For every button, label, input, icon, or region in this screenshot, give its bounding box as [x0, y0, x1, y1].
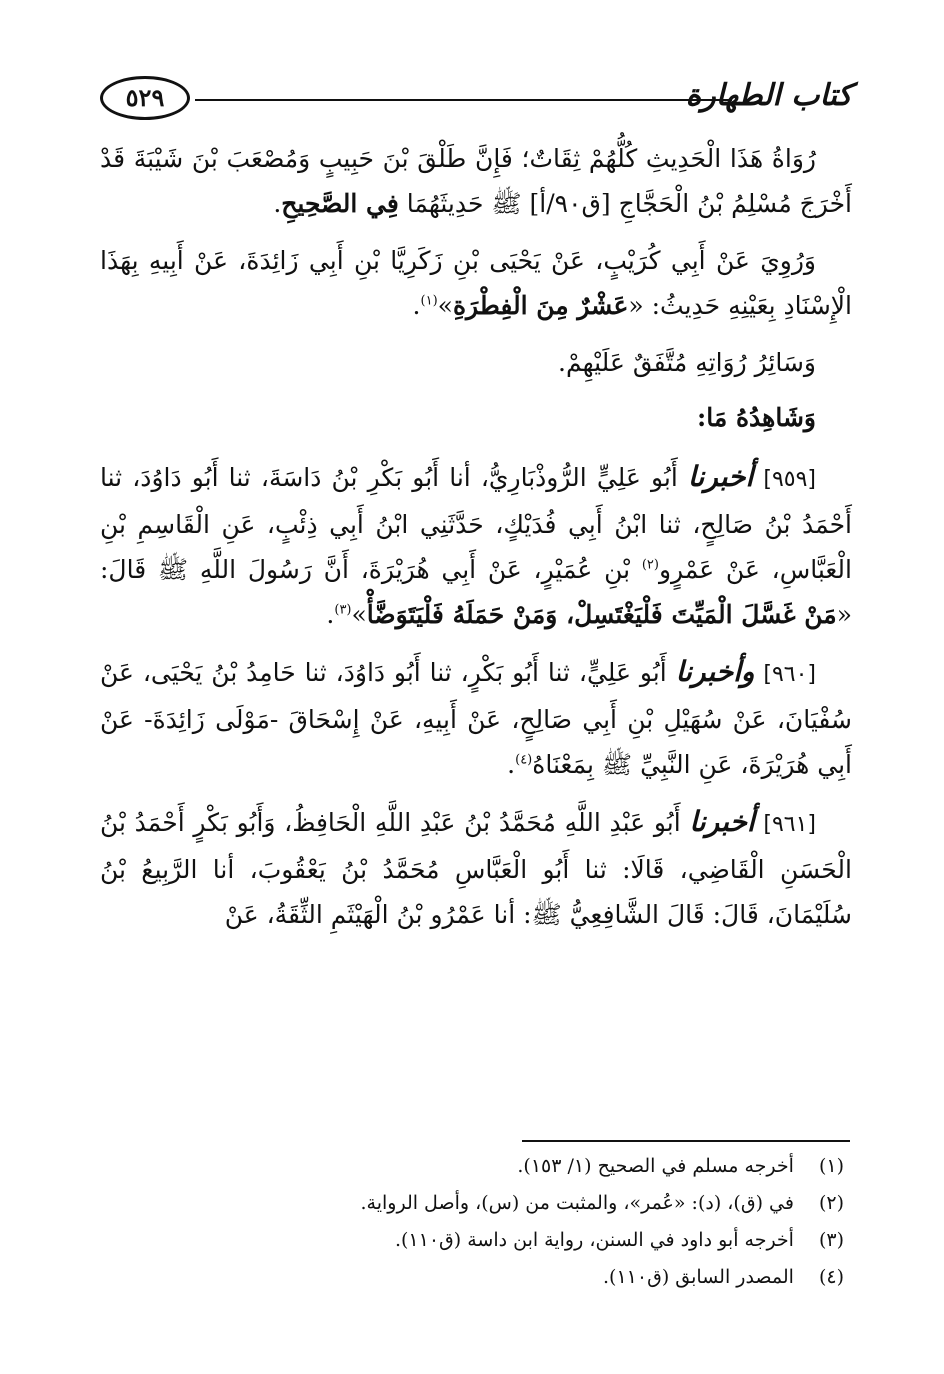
- footnote: [100, 1185, 852, 1222]
- header-rule: [195, 99, 732, 101]
- footnote-mark: (٢): [818, 1192, 844, 1214]
- text-run: .: [326, 600, 335, 629]
- footnote-ref[interactable]: (١): [420, 293, 438, 309]
- footnote: [100, 1148, 852, 1185]
- footnote: [100, 1222, 852, 1259]
- footnote-ref[interactable]: (٢): [641, 557, 659, 573]
- akhbarana-keyword: وأخبرنا: [675, 655, 755, 688]
- text-run: أَبُو عَلِيٍّ، ثنا أَبُو بَكْرٍ، ثنا أَبُو دَاوُدَ، ثنا حَامِدُ بْنُ يَحْيَى، عَنْ سُفْيَانَ، عَنْ سُهَيْلِ بْنِ أَبِي صَالِحٍ، عَنْ أَبِيهِ، عَنْ إِسْحَاقَ -مَوْلَى زَائِدَةَ- عَنْ أَبِي هُرَيْرَةَ، عَنِ النَّبِيِّ ﷺ بِمَعْنَاهُ: [100, 658, 852, 779]
- hadith-text: مَنْ غَسَّلَ الْمَيِّتَ فَلْيَغْتَسِلْ، وَمَنْ حَمَلَهُ فَلْيَتَوَضَّأْ: [366, 600, 837, 629]
- text-run: وَرُوِيَ عَنْ أَبِي كُرَيْبٍ، عَنْ يَحْيَى بْنِ زَكَرِيَّا بْنِ أَبِي زَائِدَةَ، عَنْ أَبِيهِ بِهَذَا الْإِسْنَادِ بِعَيْنِهِ حَدِيثُ: «: [100, 246, 852, 320]
- footnote-separator: [522, 1140, 850, 1142]
- footnote-mark: (٤): [818, 1266, 844, 1288]
- hadith-number: [٩٥٩]: [763, 467, 816, 492]
- hadith-961: [100, 799, 852, 937]
- section-heading: وَشَاهِدُهُ مَا:: [697, 403, 816, 432]
- text-run: أَبُو عَبْدِ اللَّهِ مُحَمَّدُ بْنُ عَبْدِ اللَّهِ الْحَافِظُ، وَأَبُو بَكْرٍ أَحْمَدُ بْنُ الْحَسَنِ الْقَاضِي، قَالَا: ثنا أَبُو الْعَبَّاسِ مُحَمَّدُ بْنُ يَعْقُوبَ، أنا الرَّبِيعُ بْنُ سُلَيْمَانَ، قَالَ: قَالَ الشَّافِعِيُّ ﷺ: أنا عَمْرُو بْنُ الْهَيْثَمِ الثِّقَةُ، عَنْ: [100, 808, 852, 929]
- footnote-ref[interactable]: (٤): [515, 752, 533, 768]
- footnote: [100, 1259, 852, 1296]
- footnote-text: في (ق)، (د): «عُمر»، والمثبت من (س)، وأصل الرواية.: [360, 1192, 794, 1214]
- footnotes: [100, 1148, 852, 1296]
- footnote-mark: (٣): [818, 1229, 844, 1251]
- footnote-text: أخرجه مسلم في الصحيح (١/ ١٥٣).: [517, 1155, 794, 1177]
- hadith-text: عَشْرٌ مِنَ الْفِطْرَةِ: [452, 291, 629, 320]
- text-run: رُوَاةُ هَذَا الْحَدِيثِ كُلُّهُمْ ثِقَاتٌ؛ فَإِنَّ طَلْقَ بْنَ حَبِيبٍ وَمُصْعَبَ بْنَ شَيْبَةَ قَدْ أَخْرَجَ مُسْلِمُ بْنُ الْحَجَّاجِ [ق٩٠/أ] ﷺ حَدِيثَهُمَا: [100, 144, 852, 218]
- footnote-text: المصدر السابق (ق١١٠).: [603, 1266, 794, 1288]
- paragraph-remaining-narrators: وَسَائِرُ رُوَاتِهِ مُتَّفَقٌ عَلَيْهِمْ.: [558, 348, 816, 377]
- text-run: »: [437, 291, 453, 320]
- text-run: أَبُو عَلِيٍّ الرُّوذْبَارِيُّ، أنا أَبُو بَكْرِ بْنُ دَاسَةَ، ثنا أَبُو دَاوُدَ، ثنا أَحْمَدُ بْنُ صَالِحٍ، ثنا ابْنُ أَبِي فُدَيْكٍ، حَدَّثَنِي ابْنُ أَبِي ذِئْبٍ، عَنِ الْقَاسِمِ بْنِ الْعَبَّاسِ، عَنْ عَمْرٍو: [100, 463, 852, 584]
- hadith-960: [100, 649, 852, 787]
- text-run: بْنِ عُمَيْرٍ، عَنْ أَبِي هُرَيْرَةَ، أَنَّ رَسُولَ اللَّهِ ﷺ قَالَ: «: [100, 555, 852, 629]
- hadith-number: [٩٦٠]: [763, 662, 817, 687]
- main-text: [100, 136, 852, 949]
- text-run: .: [273, 189, 282, 218]
- hadith-number: [٩٦١]: [763, 812, 817, 837]
- paragraph-abu-kurayb: [100, 238, 852, 328]
- text-run: .: [507, 750, 516, 779]
- akhbarana-keyword: أخبرنا: [689, 805, 755, 838]
- akhbarana-keyword: أخبرنا: [687, 460, 754, 493]
- text-run: .: [412, 291, 421, 320]
- text-run: »: [351, 600, 367, 629]
- bold-text: فِي الصَّحِيحِ: [281, 189, 399, 218]
- paragraph-narrators: [100, 136, 852, 226]
- footnote-mark: (١): [818, 1155, 844, 1177]
- footnote-ref[interactable]: (٣): [334, 602, 352, 618]
- hadith-959: [100, 454, 852, 637]
- page-header: [100, 70, 852, 130]
- page-number: ٥٢٩: [100, 76, 190, 120]
- footnote-text: أخرجه أبو داود في السنن، رواية ابن داسة (ق١١٠).: [394, 1229, 794, 1251]
- book-title: كتاب الطهارة: [685, 78, 852, 113]
